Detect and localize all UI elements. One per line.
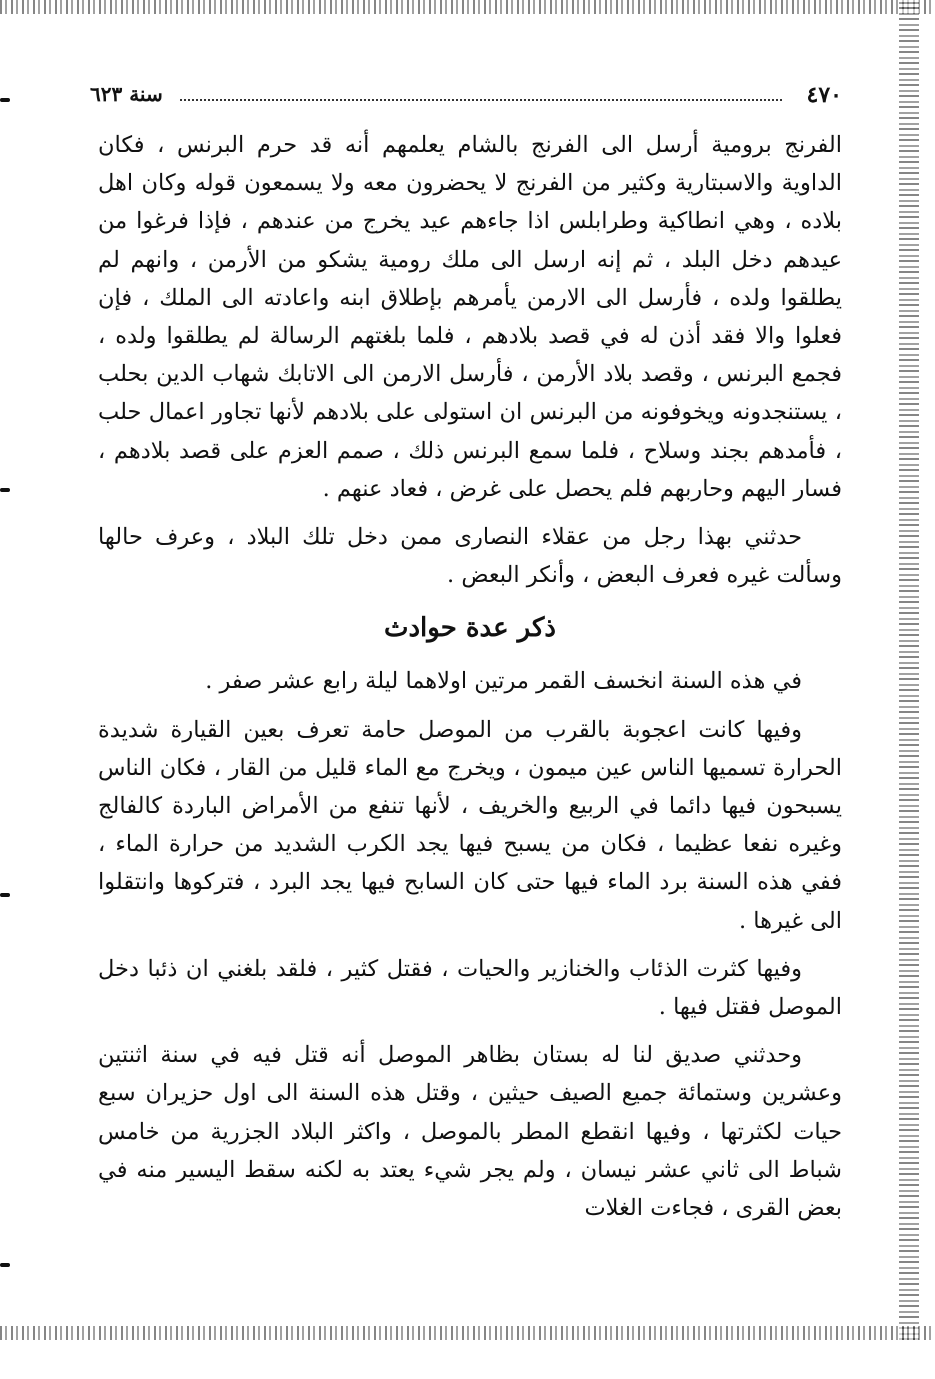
paragraph: حدثني بهذا رجل من عقلاء النصارى ممن دخل تلك البلاد ، وعرف حالها وسألت غيره فعرف البعض ، وأنكر البعض . — [98, 524, 842, 589]
paragraph: في هذه السنة انخسف القمر مرتين اولاهما ليلة رابع عشر صفر . — [205, 668, 802, 695]
margin-mark — [0, 488, 10, 492]
paragraph: وفيها كانت اعجوبة بالقرب من الموصل حامة تعرف بعين القيارة شديدة الحرارة تسميها الناس عين ميمون ، ويخرج مع الماء قليل من القار ، فكان الناس يسبحون فيها دائما في الربيع والخريف ، لأنها تنفع من الأمراض الباردة كالفالج وغيره نفعا عظيما ، فكان من يسبح فيها يجد الكرب الشديد من حرارة الماء ، ففي هذه السنة برد الماء فيها حتى كان السابح فيها يجد البرد ، فتركوها وانتقلوا الى غيرها . — [98, 716, 842, 934]
page-number: ٤٧٠ — [806, 82, 842, 108]
page-body — [98, 126, 842, 1237]
paragraph: الفرنج برومية أرسل الى الفرنج بالشام يعلمهم أنه قد حرم البرنس ، فكان الداوية والاسبتارية وكثير من الفرنج لا يحضرون معه ولا يسمعون قوله وكان اهل بلاده ، وهي انطاكية وطرابلس اذا جاءهم عيد يخرج من عندهم ، فإذا فرغوا من عيدهم دخل البلد ، ثم إنه ارسل الى ملك رومية يشكو من الأرمن ، وانهم لم يطلقوا ولده ، فأرسل الى الارمن يأمرهم بإطلاق ابنه واعادته الى الملك ، فإن فعلوا والا فقد أذن له في قصد بلادهم ، فلما بلغتهم الرسالة لم يطلقوا ولده ، فجمع البرنس ، وقصد بلاد الأرمن ، فأرسل الارمن الى الاتابك شهاب الدين بحلب ، يستنجدونه ويخوفونه من البرنس ان استولى على بلادهم لأنها تجاور اعمال حلب ، فأمدهم بجند وسلاح ، فلما سمع البرنس ذلك ، صمم العزم على قصد بلادهم ، فسار اليهم وحاربهم فلم يحصل على غرض ، فعاد عنهم . — [98, 132, 842, 502]
header-leader-dots — [180, 99, 782, 101]
margin-mark — [0, 98, 10, 102]
decorative-top-border — [0, 0, 935, 14]
paragraph: وفيها كثرت الذئاب والخنازير والحيات ، فقتل كثير ، فلقد بلغني ان ذئبا دخل الموصل فقتل فيها . — [98, 955, 842, 1021]
decorative-right-border — [899, 0, 919, 1340]
margin-mark — [0, 893, 10, 897]
page-header — [90, 82, 842, 112]
section-heading: ذكر عدة حوادث — [384, 613, 556, 644]
paragraph: وحدثني صديق لنا له بستان بظاهر الموصل أنه قتل فيه في سنة اثنتين وعشرين وستمائة جميع الصيف حيثين ، وقتل هذه السنة الى اول حزيران سبع حيات لكثرتها ، وفيها انقطع المطر بالموصل ، واكثر البلاد الجزرية من خامس شباط الى ثاني عشر نيسان ، ولم يجر شيء يعتد به لكنه سقط اليسير منه في بعض القرى ، فجاءت الغلات — [98, 1042, 842, 1222]
running-year-title: سنة ٦٢٣ — [90, 82, 163, 106]
margin-mark — [0, 1263, 10, 1267]
decorative-bottom-border — [0, 1326, 935, 1340]
